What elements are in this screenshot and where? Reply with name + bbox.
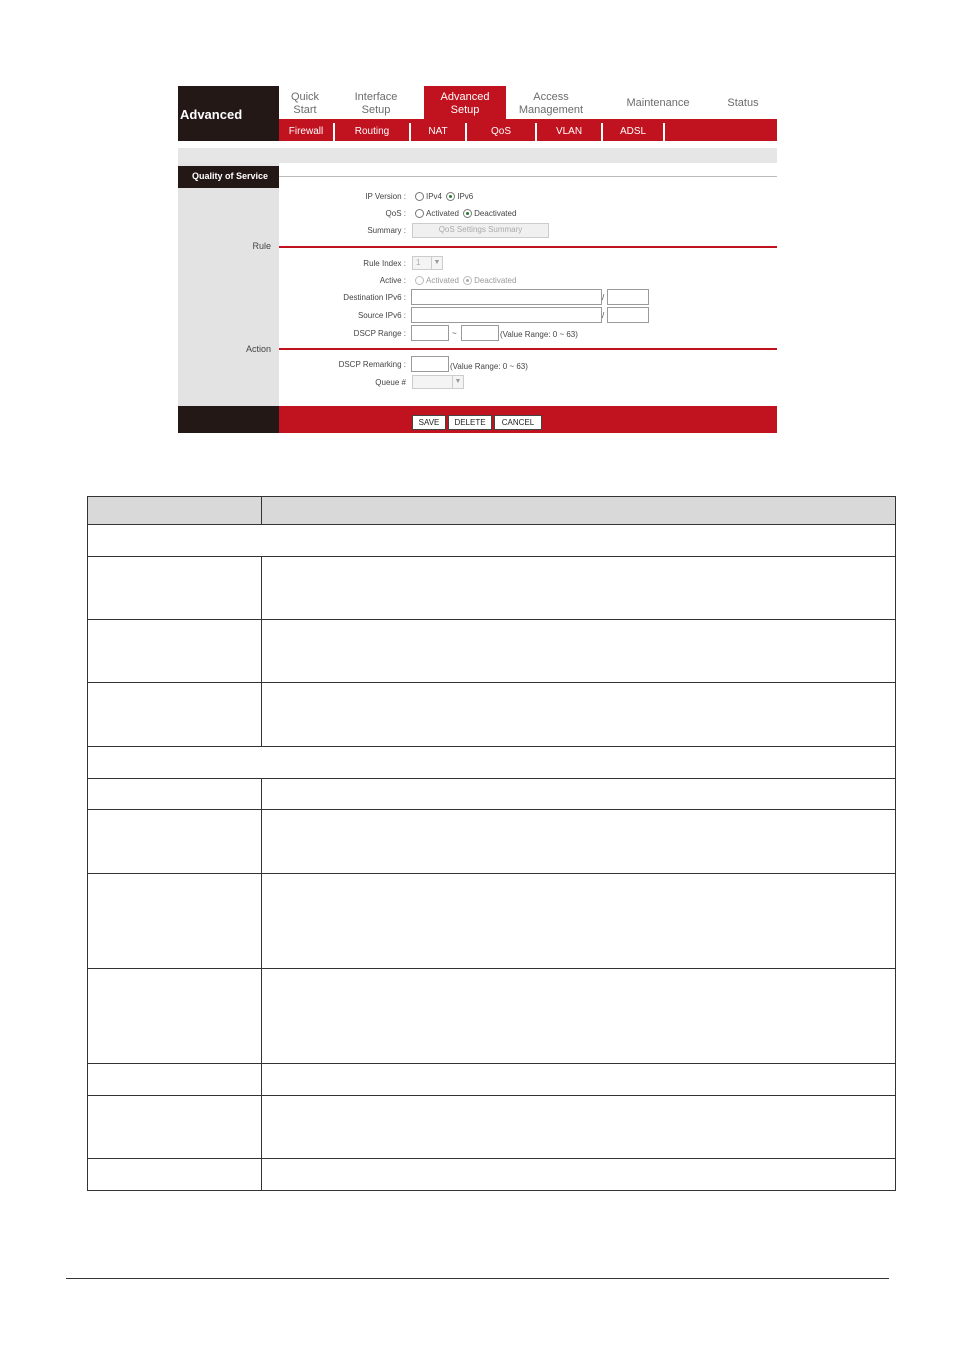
- table-section-row: [88, 747, 896, 779]
- nav-access-management[interactable]: [513, 86, 589, 119]
- table-cell: [262, 683, 896, 747]
- nav-label: Maintenance: [626, 97, 690, 109]
- table-cell: [88, 683, 262, 747]
- chevron-down-icon: ▼: [431, 257, 442, 269]
- subnav-vlan[interactable]: VLAN: [537, 123, 603, 141]
- dscp-range-end-input[interactable]: [461, 325, 499, 341]
- table-section-row: [88, 525, 896, 557]
- nav-label: Status: [727, 97, 759, 109]
- chevron-down-icon: ▼: [452, 376, 463, 388]
- table-cell: [88, 525, 896, 557]
- nav-label: Start: [293, 104, 317, 116]
- save-button[interactable]: SAVE: [412, 415, 446, 430]
- dest-ipv6-sep: /: [602, 293, 605, 302]
- subnav-nat[interactable]: NAT: [411, 123, 467, 141]
- table-cell: [262, 874, 896, 969]
- dscp-range-label: DSCP Range :: [353, 329, 406, 338]
- table-cell: [262, 1159, 896, 1191]
- table-cell: [88, 810, 262, 874]
- src-prefix-input[interactable]: [607, 307, 649, 323]
- table-row: [88, 557, 896, 620]
- table-row: [88, 1096, 896, 1159]
- rule-index-select[interactable]: [412, 256, 443, 270]
- table-cell: [88, 1159, 262, 1191]
- table-cell: [88, 747, 896, 779]
- dest-ipv6-label: Destination IPv6 :: [343, 293, 406, 302]
- nav-interface-setup[interactable]: [341, 86, 411, 119]
- table-row: [88, 1064, 896, 1096]
- qos-deactivated-radio[interactable]: [463, 209, 472, 218]
- divider: [279, 176, 777, 177]
- summary-label: Summary :: [367, 226, 406, 235]
- subnav-routing[interactable]: Routing: [335, 123, 411, 141]
- description-table: [87, 496, 896, 1191]
- table-cell: [262, 810, 896, 874]
- active-activated-label: Activated: [426, 276, 459, 285]
- nav-maintenance[interactable]: [615, 86, 701, 119]
- subnav-qos[interactable]: QoS: [467, 123, 537, 141]
- rule-section-label: Rule: [252, 241, 271, 251]
- table-cell: [88, 779, 262, 810]
- src-ipv6-input[interactable]: [411, 307, 605, 323]
- table-cell: [262, 1096, 896, 1159]
- table-row: [88, 874, 896, 969]
- table-header-cell: [262, 497, 896, 525]
- delete-button[interactable]: DELETE: [448, 415, 492, 430]
- rule-index-label: Rule Index :: [363, 259, 406, 268]
- table-header-cell: [88, 497, 262, 525]
- footer-rule: [66, 1278, 889, 1279]
- qos-group: [415, 209, 516, 218]
- table-row: [88, 620, 896, 683]
- active-activated-radio[interactable]: [415, 276, 424, 285]
- router-screenshot: [178, 86, 777, 433]
- table-row: [88, 683, 896, 747]
- sub-nav: [279, 119, 777, 141]
- dscp-remark-hint: (Value Range: 0 ~ 63): [450, 362, 528, 371]
- ipv6-label: IPv6: [457, 192, 474, 201]
- nav-label: Setup: [450, 104, 480, 116]
- table-cell: [88, 557, 262, 620]
- nav-advanced-setup[interactable]: [424, 86, 506, 119]
- qos-label: QoS :: [385, 209, 406, 218]
- queue-label: Queue #: [375, 378, 406, 387]
- ipv6-radio[interactable]: [446, 192, 455, 201]
- subnav-firewall[interactable]: Firewall: [279, 123, 335, 141]
- table-header-row: [88, 497, 896, 525]
- table-row: [88, 779, 896, 810]
- active-deactivated-label: Deactivated: [474, 276, 517, 285]
- table-row: [88, 1159, 896, 1191]
- table-cell: [88, 969, 262, 1064]
- src-ipv6-sep: /: [602, 311, 605, 320]
- queue-select[interactable]: [412, 375, 464, 389]
- action-section-label: Action: [245, 344, 271, 354]
- ip-version-group: [415, 192, 473, 201]
- nav-quick-start[interactable]: [279, 86, 331, 119]
- nav-status[interactable]: [719, 86, 767, 119]
- rule-divider: [279, 246, 777, 248]
- cancel-button[interactable]: CANCEL: [494, 415, 542, 430]
- table-row: [88, 969, 896, 1064]
- table-cell: [262, 779, 896, 810]
- table-cell: [88, 874, 262, 969]
- src-ipv6-label: Source IPv6 :: [357, 311, 406, 320]
- ipv4-label: IPv4: [426, 192, 443, 201]
- table-cell: [88, 1096, 262, 1159]
- active-deactivated-radio[interactable]: [463, 276, 472, 285]
- active-label: Active :: [379, 276, 406, 285]
- top-nav: [279, 86, 777, 119]
- nav-label: Setup: [361, 104, 391, 116]
- section-title: Quality of Service: [178, 166, 279, 188]
- ip-version-label: IP Version :: [365, 192, 406, 201]
- subnav-adsl[interactable]: ADSL: [603, 123, 665, 141]
- brand-label: Advanced: [178, 86, 279, 141]
- dscp-remark-label: DSCP Remarking :: [338, 360, 406, 369]
- table-cell: [88, 620, 262, 683]
- nav-label: Management: [518, 104, 584, 116]
- table-cell: [262, 969, 896, 1064]
- nav-label: Interface: [354, 91, 398, 103]
- dscp-range-hint: (Value Range: 0 ~ 63): [500, 330, 578, 339]
- dscp-range-start-input[interactable]: [411, 325, 449, 341]
- action-divider: [279, 348, 777, 350]
- divider-band: [178, 148, 777, 163]
- dscp-range-sep: ~: [452, 329, 457, 338]
- table-cell: [88, 1064, 262, 1096]
- active-group: [415, 276, 516, 285]
- table-cell: [262, 620, 896, 683]
- qos-activated-label: Activated: [426, 209, 459, 218]
- dest-prefix-input[interactable]: [607, 289, 649, 305]
- nav-label: Advanced: [440, 91, 490, 103]
- table-cell: [262, 1064, 896, 1096]
- qos-activated-radio[interactable]: [415, 209, 424, 218]
- rule-index-value: 1: [416, 258, 421, 267]
- nav-label: Access: [533, 91, 569, 103]
- table-cell: [262, 557, 896, 620]
- footer-left: [178, 406, 279, 433]
- dest-ipv6-input[interactable]: [411, 289, 605, 305]
- nav-label: Quick: [290, 91, 320, 103]
- qos-deactivated-label: Deactivated: [474, 209, 517, 218]
- qos-summary-button[interactable]: QoS Settings Summary: [412, 223, 549, 238]
- dscp-remark-input[interactable]: [411, 356, 449, 372]
- table-row: [88, 810, 896, 874]
- ipv4-radio[interactable]: [415, 192, 424, 201]
